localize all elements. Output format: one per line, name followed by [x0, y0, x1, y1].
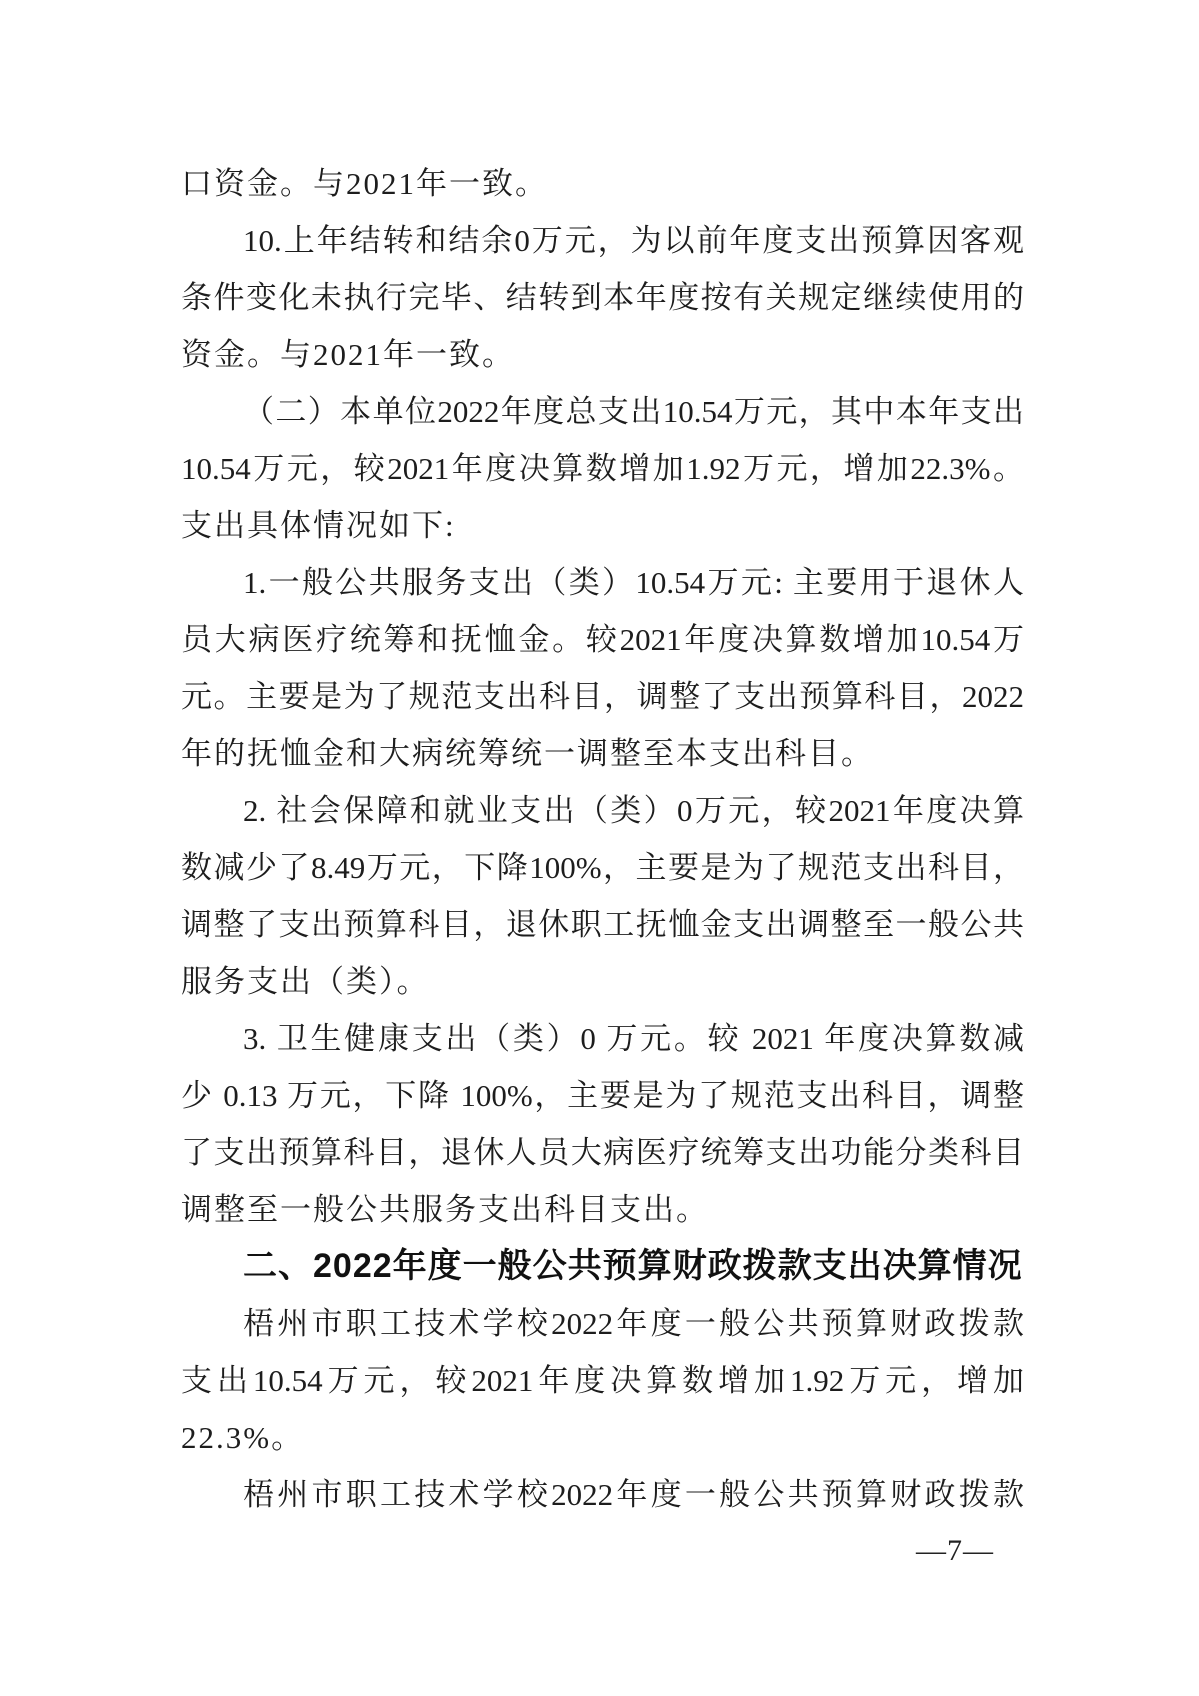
text-line: 10.上年结转和结余0万元，为以前年度支出预算因客观 [243, 223, 1024, 258]
text-line: 数减少了8.49万元，下降100%，主要是为了规范支出科目， [181, 850, 1024, 885]
text-line: 梧州市职工技术学校2022年度一般公共预算财政拨款 [243, 1477, 1024, 1512]
text-line: 资金。与2021年一致。 [181, 337, 515, 372]
text-line: 服务支出（类）。 [181, 964, 430, 999]
text-line: 调整了支出预算科目，退休职工抚恤金支出调整至一般公共 [181, 907, 1024, 942]
text-line: 了支出预算科目，退休人员大病医疗统筹支出功能分类科目 [181, 1135, 1024, 1170]
section-heading: 二、2022年度一般公共预算财政拨款支出决算情况 [243, 1247, 1023, 1285]
text-line: 梧州市职工技术学校2022年度一般公共预算财政拨款 [243, 1306, 1024, 1341]
text-line: 调整至一般公共服务支出科目支出。 [181, 1192, 709, 1227]
text-line: 支出10.54万元，较2021年度决算数增加1.92万元，增加 [181, 1363, 1024, 1398]
text-line: 2. 社会保障和就业支出（类）0万元，较2021年度决算 [243, 793, 1024, 828]
text-line: 22.3%。 [181, 1420, 305, 1455]
text-line: （二）本单位2022年度总支出10.54万元，其中本年支出 [243, 394, 1024, 429]
text-block [181, 155, 1024, 1523]
text-line: 员大病医疗统筹和抚恤金。较2021年度决算数增加10.54万 [181, 622, 1024, 657]
text-line: 元。主要是为了规范支出科目，调整了支出预算科目，2022 [181, 679, 1024, 714]
text-line: 年的抚恤金和大病统筹统一调整至本支出科目。 [181, 736, 874, 771]
text-line: 少 0.13 万元，下降 100%，主要是为了规范支出科目，调整 [181, 1078, 1024, 1113]
text-line: 支出具体情况如下: [181, 508, 456, 543]
page-number: —7— [916, 1534, 994, 1567]
text-line: 条件变化未执行完毕、结转到本年度按有关规定继续使用的 [181, 280, 1024, 315]
text-line: 3. 卫生健康支出（类）0 万元。较 2021 年度决算数减 [243, 1021, 1024, 1056]
text-line: 1.一般公共服务支出（类）10.54万元: 主要用于退休人 [243, 565, 1024, 600]
text-line: 口资金。与2021年一致。 [181, 166, 548, 201]
text-line: 10.54万元，较2021年度决算数增加1.92万元，增加22.3%。 [181, 451, 1024, 486]
